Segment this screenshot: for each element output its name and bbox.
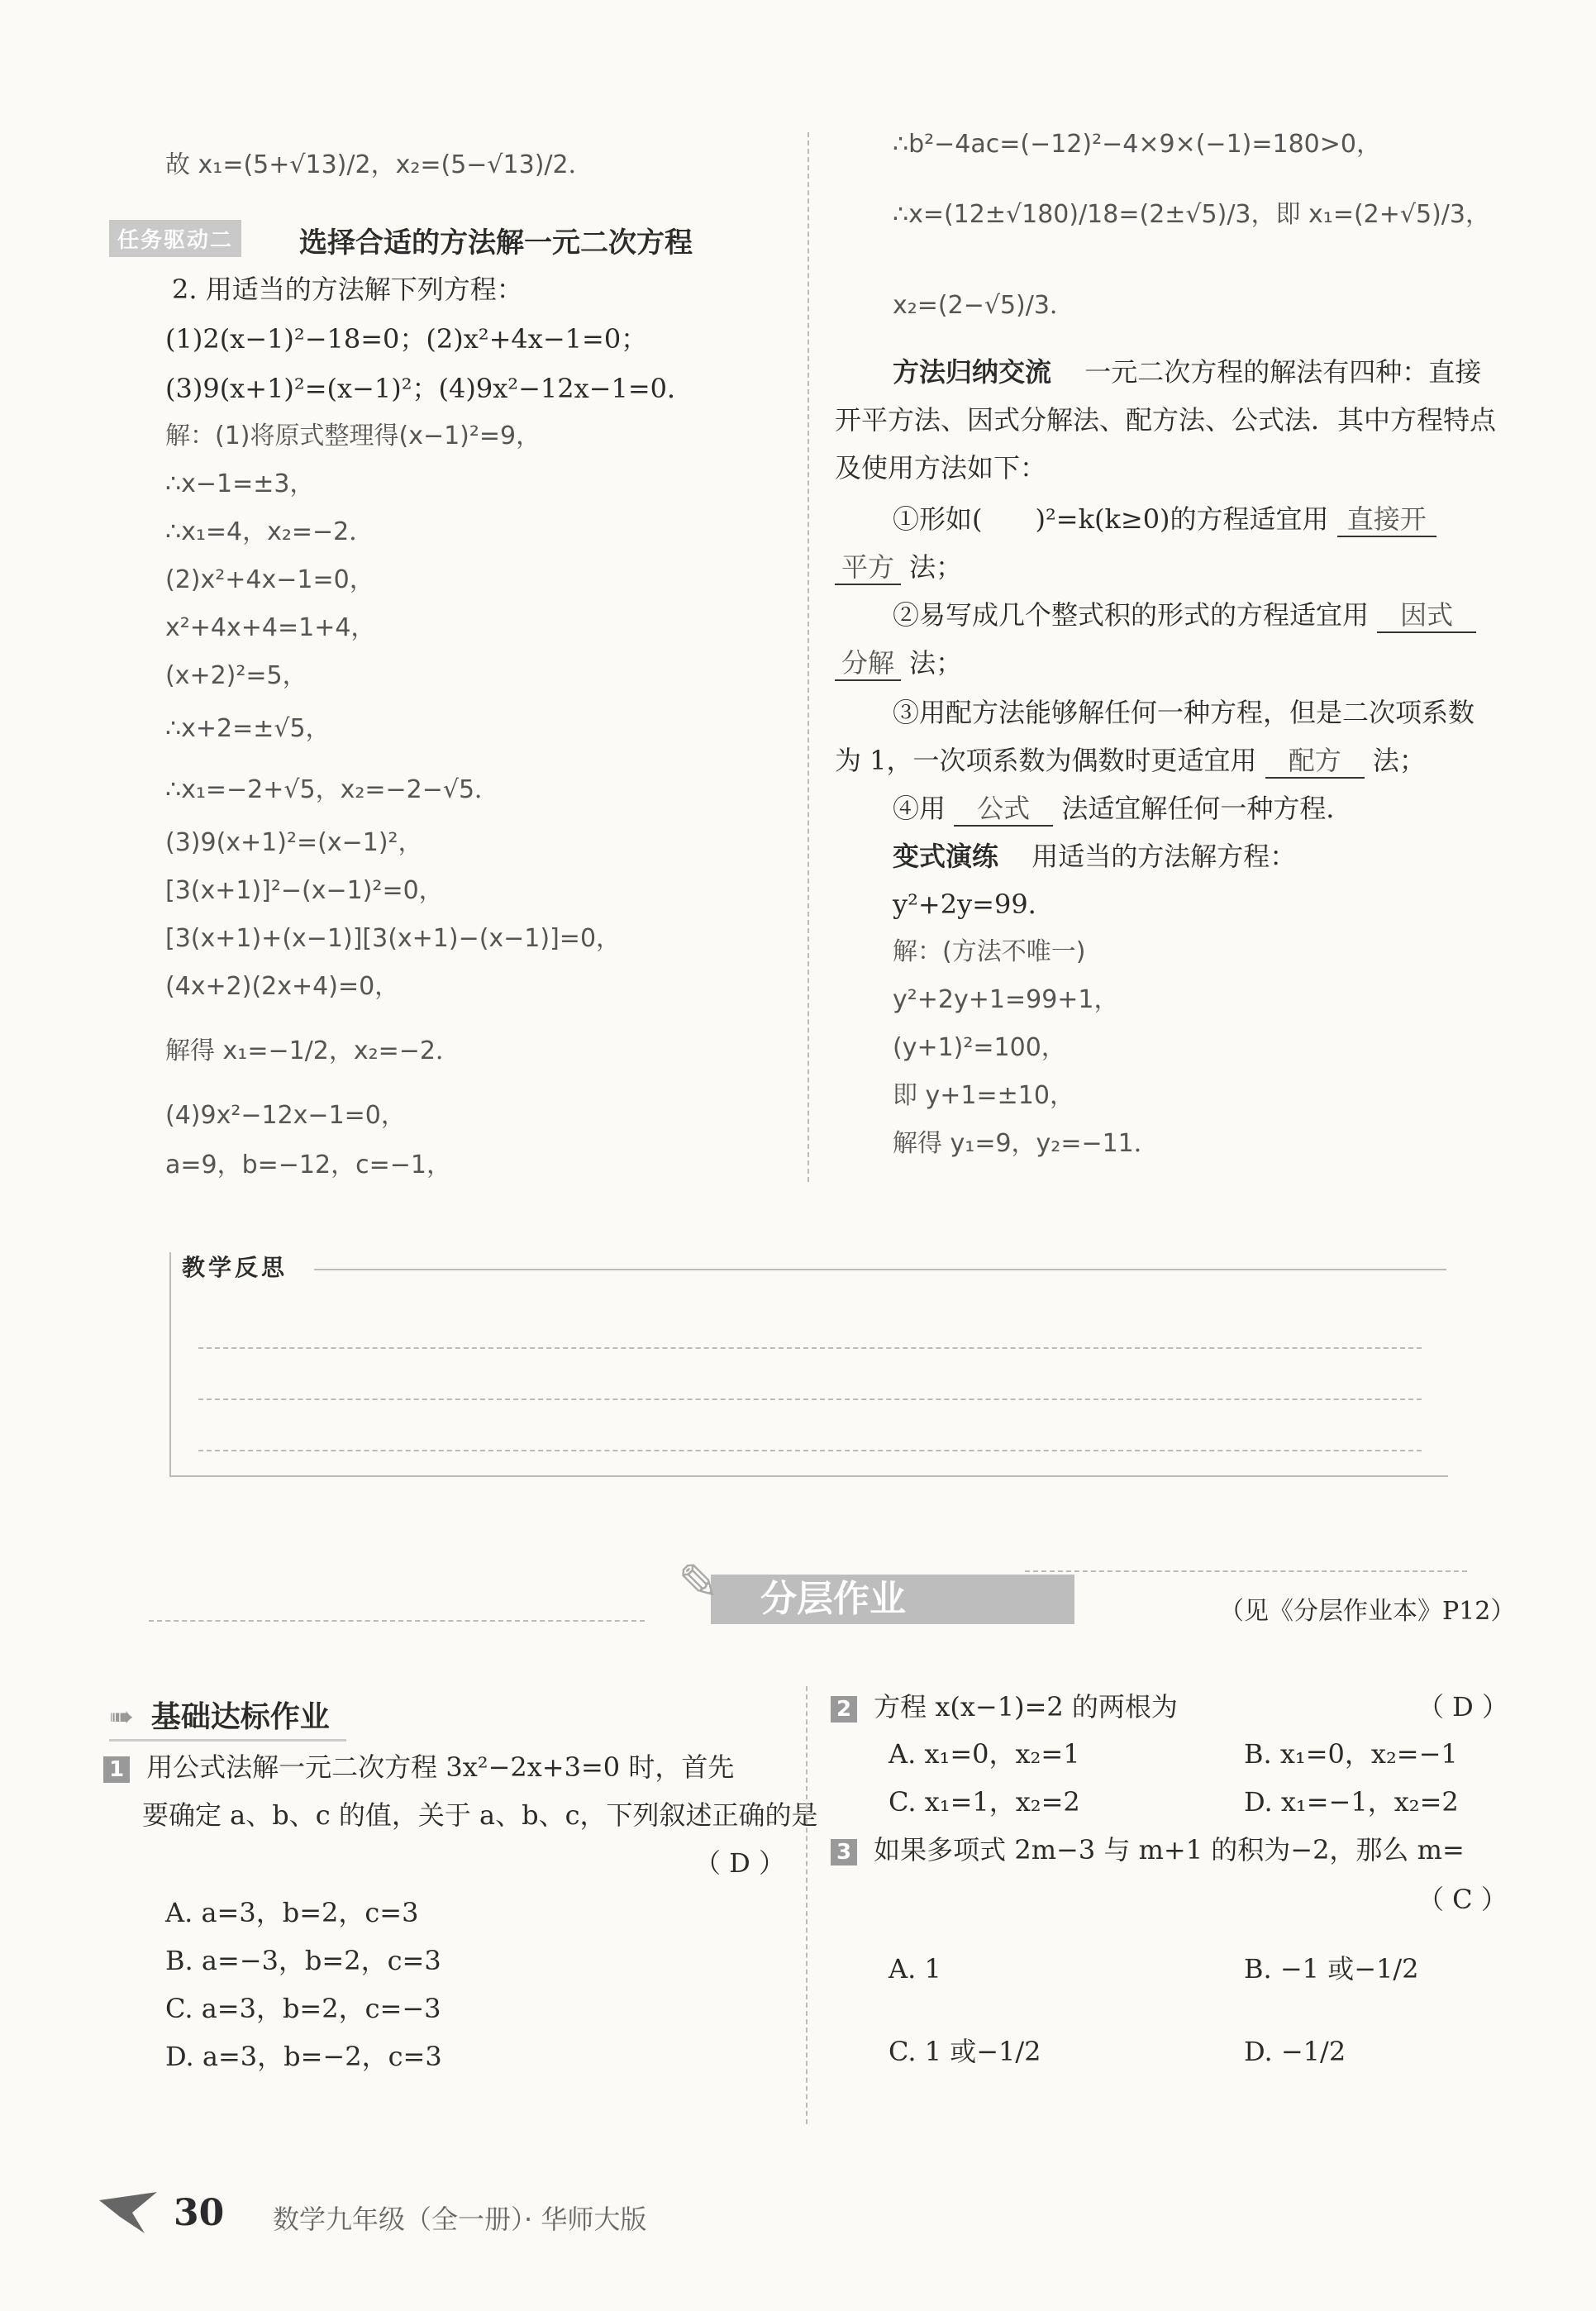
option[interactable]: C. x₁=1，x₂=2: [889, 1786, 1080, 1818]
solution-line: (x+2)²=5，: [165, 661, 307, 690]
task-tag: 任务驱动二: [109, 220, 241, 257]
variant-equation: y²+2y=99．: [893, 889, 1055, 920]
page-number: 30: [174, 2192, 225, 2234]
answer-blank: 平方: [835, 550, 901, 585]
solution-line: (4x+2)(2x+4)=0，: [165, 972, 400, 1001]
method-summary: [893, 355, 1481, 388]
reflection-label: 教学反思: [182, 1250, 296, 1283]
answer-paren: （ D ）: [1417, 1691, 1509, 1723]
method-label: 方法归纳交流: [893, 356, 1052, 388]
option[interactable]: D. a=3，b=−2，c=3: [165, 2041, 442, 2072]
solution-line: a=9，b=−12，c=−1，: [165, 1151, 451, 1179]
option[interactable]: C. a=3，b=2，c=−3: [165, 1993, 441, 2024]
solution-line: (3)9(x+1)²=(x−1)²，: [165, 828, 423, 857]
method-item-1: ①形如( )²=k(k≥0)的方程适宜用 直接开: [893, 503, 1436, 537]
reflection-line[interactable]: [314, 1269, 1446, 1270]
reflection-line[interactable]: [198, 1347, 1422, 1349]
variant-practice: [893, 840, 1296, 873]
answer-blank: 分解: [835, 646, 901, 681]
option[interactable]: D. x₁=−1，x₂=2: [1244, 1786, 1459, 1818]
answer-blank: 因式: [1377, 598, 1476, 633]
question-2: 2 方程 x(x−1)=2 的两根为: [831, 1690, 1178, 1723]
method-text: 及使用方法如下：: [835, 452, 1047, 484]
solution-line: ∴x+2=±√5，: [165, 714, 331, 743]
column-divider: [806, 1686, 808, 2124]
option[interactable]: A. 1: [889, 1953, 941, 1985]
pointer-icon: ➠: [109, 1700, 135, 1734]
book-title: 数学九年级（全一册）· 华师大版: [273, 2204, 647, 2235]
task-title: 选择合适的方法解一元二次方程: [299, 226, 693, 260]
reflection-line[interactable]: [198, 1399, 1422, 1400]
answer-paren: （ D ）: [694, 1847, 786, 1879]
solution-line: ∴x=(12±√180)/18=(2±√5)/3，即 x₁=(2+√5)/3，: [893, 200, 1491, 229]
question-number: 1: [103, 1756, 130, 1783]
solution-line: 解得 x₁=−1/2，x₂=−2．: [165, 1036, 461, 1065]
variant-label: 变式演练: [893, 841, 999, 872]
answer-blank: 公式: [954, 792, 1053, 827]
option[interactable]: B. x₁=0，x₂=−1: [1244, 1738, 1458, 1770]
option[interactable]: B. a=−3，b=2，c=3: [165, 1945, 441, 1976]
solution-line: 故 x₁=(5+√13)/2，x₂=(5−√13)/2．: [165, 150, 593, 179]
solution-line: ∴b²−4ac=(−12)²−4×9×(−1)=180>0，: [893, 130, 1381, 159]
solution-line: x₂=(2−√5)/3．: [893, 291, 1074, 320]
reflection-line[interactable]: [198, 1450, 1422, 1451]
solution-line: (2)x²+4x−1=0，: [165, 565, 374, 594]
question-3: 3 如果多项式 2m−3 与 m+1 的积为−2，那么 m=: [831, 1833, 1465, 1866]
solution-line: y²+2y+1=99+1，: [893, 985, 1119, 1014]
question-2-title: 2. 用适当的方法解下列方程：: [172, 274, 523, 305]
solution-line: 解：(方法不唯一): [893, 937, 1086, 966]
method-item-4: ④用 公式 法适宜解任何一种方程．: [893, 792, 1352, 827]
homework-icon: ✎: [678, 1554, 720, 1612]
solution-line: [3(x+1)]²−(x−1)²=0，: [165, 876, 444, 905]
solution-line: x²+4x+4=1+4，: [165, 613, 376, 642]
question-1: 1 用公式法解一元二次方程 3x²−2x+3=0 时，首先: [103, 1751, 734, 1784]
solution-line: 解得 y₁=9，y₂=−11．: [893, 1129, 1159, 1158]
homework-reference: （见《分层作业本》P12）: [1219, 1597, 1516, 1626]
answer-paren: （ C ）: [1417, 1884, 1508, 1915]
question-2-line: (1)2(x−1)²−18=0；(2)x²+4x−1=0；: [165, 323, 648, 355]
method-text: 一元二次方程的解法有四种：直接: [1084, 356, 1482, 388]
column-divider: [808, 132, 809, 1182]
question-number: 3: [831, 1839, 857, 1865]
answer-blank: 直接开: [1337, 503, 1436, 537]
solution-line: (4)9x²−12x−1=0，: [165, 1101, 406, 1130]
reflection-box: [169, 1252, 1448, 1477]
homework-banner: 分层作业: [711, 1575, 1074, 1624]
question-number: 2: [831, 1696, 857, 1723]
solution-line: [3(x+1)+(x−1)][3(x+1)−(x−1)]=0，: [165, 924, 622, 953]
solution-line: ∴x₁=4，x₂=−2．: [165, 517, 374, 546]
method-item-2-cont: 分解 法；: [835, 646, 962, 681]
solution-line: ∴x₁=−2+√5，x₂=−2−√5．: [165, 775, 500, 804]
option[interactable]: B. −1 或−1/2: [1244, 1953, 1419, 1985]
method-text: 开平方法、因式分解法、配方法、公式法．其中方程特点: [835, 404, 1497, 436]
option[interactable]: A. a=3，b=2，c=3: [165, 1897, 419, 1928]
solution-line: 即 y+1=±10，: [893, 1081, 1074, 1110]
basic-homework-title: ➠ 基础达标作业: [109, 1690, 346, 1742]
method-item-3: ③用配方法能够解任何一种方程，但是二次项系数: [893, 697, 1475, 728]
solution-line: (y+1)²=100，: [893, 1033, 1066, 1062]
answer-blank: 配方: [1265, 744, 1365, 779]
method-item-3-cont: 为 1，一次项系数为偶数时更适宜用 配方 法；: [835, 744, 1426, 779]
option[interactable]: A. x₁=0，x₂=1: [889, 1738, 1080, 1770]
question-2-line: (3)9(x+1)²=(x−1)²；(4)9x²−12x−1=0．: [165, 373, 694, 404]
solution-line: ∴x−1=±3，: [165, 469, 315, 498]
solution-line: 解：(1)将原式整理得(x−1)²=9，: [165, 422, 541, 450]
option[interactable]: C. 1 或−1/2: [889, 2036, 1041, 2067]
method-item-1-cont: 平方 法；: [835, 550, 962, 585]
footer-logo-icon: [99, 2192, 157, 2233]
option[interactable]: D. −1/2: [1244, 2036, 1346, 2067]
banner-rule: [1025, 1570, 1467, 1572]
variant-text: 用适当的方法解方程：: [1031, 841, 1297, 872]
banner-rule: [149, 1620, 645, 1622]
method-item-2: ②易写成几个整式积的形式的方程适宜用 因式: [893, 598, 1476, 633]
question-1-cont: 要确定 a、b、c 的值，关于 a、b、c，下列叙述正确的是: [142, 1799, 818, 1831]
